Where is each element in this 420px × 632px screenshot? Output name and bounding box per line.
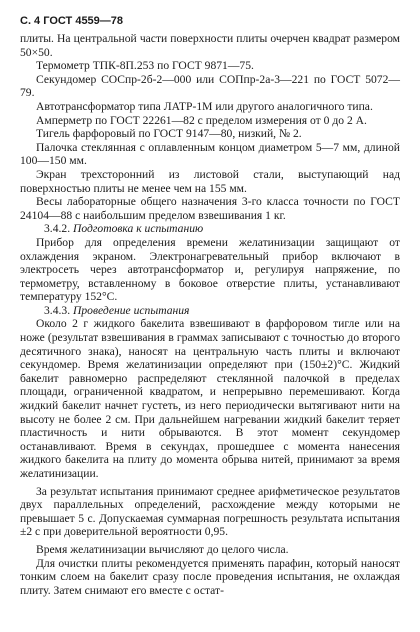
- section-heading-procedure: [20, 304, 400, 318]
- paragraph-cleaning: Для очистки плиты рекомендуется применять парафин, который наносят тонким слоем на бакелит сразу после проведения испытания, не охлаждая плиту. Затем снимают его вместе с остат-: [20, 556, 400, 597]
- paragraph-stopwatch: Секундомер СОСпр-2б-2—000 или СОПпр-2а-3—221 по ГОСТ 5072—79.: [20, 72, 400, 100]
- section-number: 3.4.2.: [44, 222, 71, 236]
- document-page: [20, 14, 400, 597]
- section-title: Проведение испытания: [73, 303, 190, 317]
- paragraph-rounding: Время желатинизации вычисляют до целого числа.: [36, 542, 289, 556]
- paragraph-ammeter: Амперметр по ГОСТ 22261—82 с пределом измерения от 0 до 2 А.: [36, 113, 367, 127]
- paragraph-thermometer: Термометр ТПК-8П.253 по ГОСТ 9871—75.: [36, 59, 254, 73]
- paragraph-screen: Экран трехсторонний из листовой стали, выступающий над поверхностью плиты не менее чем на 155 мм.: [20, 167, 400, 195]
- section-heading-preparation: [20, 222, 400, 236]
- paragraph-autotransformer: Автотрансформатор типа ЛАТР-1М или другого аналогичного типа.: [36, 99, 373, 113]
- paragraph-result: За результат испытания принимают среднее арифметическое результатов двух параллельных определений, расхождение между которыми не превышает 5 с. Допускаемая суммарная погрешность результата испытания ±2 с при доверительной вероятности 0,95.: [20, 484, 400, 539]
- paragraph-scales: Весы лабораторные общего назначения 3-го класса точности по ГОСТ 24104—88 с наибольшим пределом взвешивания 1 кг.: [20, 195, 400, 222]
- paragraph-plate-description: плиты. На центральной части поверхности плиты очерчен квадрат размером 50×50.: [20, 32, 400, 59]
- paragraph-glass-rod: Палочка стеклянная с оплавленным концом диаметром 5—7 мм, длиной 100—150 мм.: [20, 140, 400, 168]
- section-title: Подготовка к испытанию: [73, 222, 204, 236]
- paragraph-crucible: Тигель фарфоровый по ГОСТ 9147—80, низкий, № 2.: [36, 127, 302, 141]
- page-header: С. 4 ГОСТ 4559—78: [20, 15, 124, 27]
- document-body: [20, 32, 400, 597]
- section-number: 3.4.3.: [44, 303, 71, 317]
- paragraph-procedure: Около 2 г жидкого бакелита взвешивают в фарфоровом тигле или на ноже (результат взвешивания в граммах записывают с точностью до второго десятичного знака), наносят на центральную часть плиты и включают секундомер. Время желатинизации определяют при (150±2)°С. Жидкий бакелит равномерно распределяют стеклянной палочкой в пределах площади, ограниченной квадратом, и непрерывно перемешивают. Когда жидкий бакелит начнет густеть, из него периодически вытягивают нити на высоту не более 2 см. При дальнейшем нагревании жидкий бакелит теряет пластичность и нити обрываются. В этот момент секундомер останавливают. Время в секундах, прошедшее с момента нанесения жидкого бакелита на плиту до момента обрыва нитей, принимают за время желатинизации.: [20, 317, 400, 480]
- paragraph-preparation: Прибор для определения времени желатинизации защищают от охлаждения экраном. Электронагревательный прибор включают в электросеть через автотрансформатор и, регулируя напряжение, по термометру, вставленному в боковое отверстие плиты, устанавливают температуру 152°С.: [20, 235, 400, 304]
